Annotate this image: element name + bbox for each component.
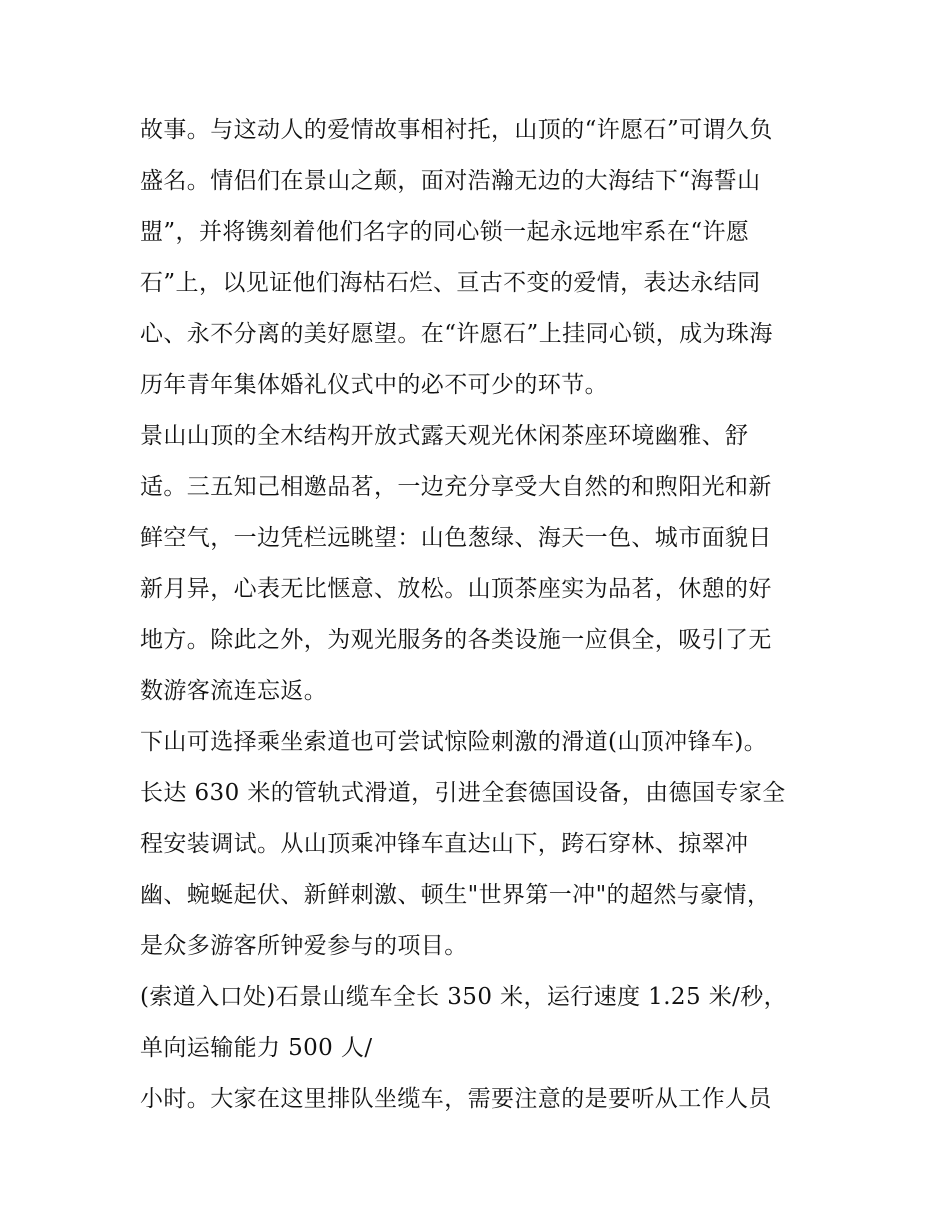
text-line: 心、永不分离的美好愿望。在“许愿石”上挂同心锁，成为珠海 <box>140 321 773 347</box>
text-line: 地方。除此之外，为观光服务的各类设施一应俱全，吸引了无 <box>140 627 772 653</box>
text-line: 幽、蜿蜒起伏、新鲜刺激、顿生"世界第一冲"的超然与豪情， <box>140 882 771 908</box>
text-line: 下山可选择乘坐索道也可尝试惊险刺激的滑道(山顶冲锋车)。 <box>140 729 768 755</box>
text-line: 是众多游客所钟爱参与的项目。 <box>140 933 468 959</box>
text-line: 小时。大家在这里排队坐缆车，需要注意的是要听从工作人员 <box>140 1086 772 1112</box>
text-line: 故事。与这动人的爱情故事相衬托，山顶的“许愿石”可谓久负 <box>140 117 773 143</box>
text-line: 数游客流连忘返。 <box>140 678 328 704</box>
text-line: 新月异，心表无比惬意、放松。山顶茶座实为品茗，休憩的好 <box>140 576 772 602</box>
text-line: 适。三五知己相邀品茗，一边充分享受大自然的和煦阳光和新 <box>140 474 772 500</box>
text-line: 景山山顶的全木结构开放式露天观光休闲茶座环境幽雅、舒 <box>140 423 749 449</box>
text-line: 盟”，并将镌刻着他们名字的同心锁一起永远地牢系在“许愿 <box>140 219 750 245</box>
text-line: 石”上，以见证他们海枯石烂、亘古不变的爱情，表达永结同 <box>140 270 761 296</box>
text-line: 单向运输能力 500 人/ <box>140 1035 373 1061</box>
text-line: 程安装调试。从山顶乘冲锋车直达山下，跨石穿林、掠翠冲 <box>140 831 749 857</box>
document-body <box>140 105 830 1125</box>
text-line: (索道入口处)石景山缆车全长 350 米，运行速度 1.25 米/秒， <box>140 984 788 1010</box>
text-line: 长达 630 米的管轨式滑道，引进全套德国设备，由德国专家全 <box>140 780 786 806</box>
text-line: 历年青年集体婚礼仪式中的必不可少的环节。 <box>140 372 608 398</box>
text-line: 盛名。情侣们在景山之颠，面对浩瀚无边的大海结下“海誓山 <box>140 168 761 194</box>
text-line: 鲜空气，一边凭栏远眺望：山色葱绿、海天一色、城市面貌日 <box>140 525 772 551</box>
